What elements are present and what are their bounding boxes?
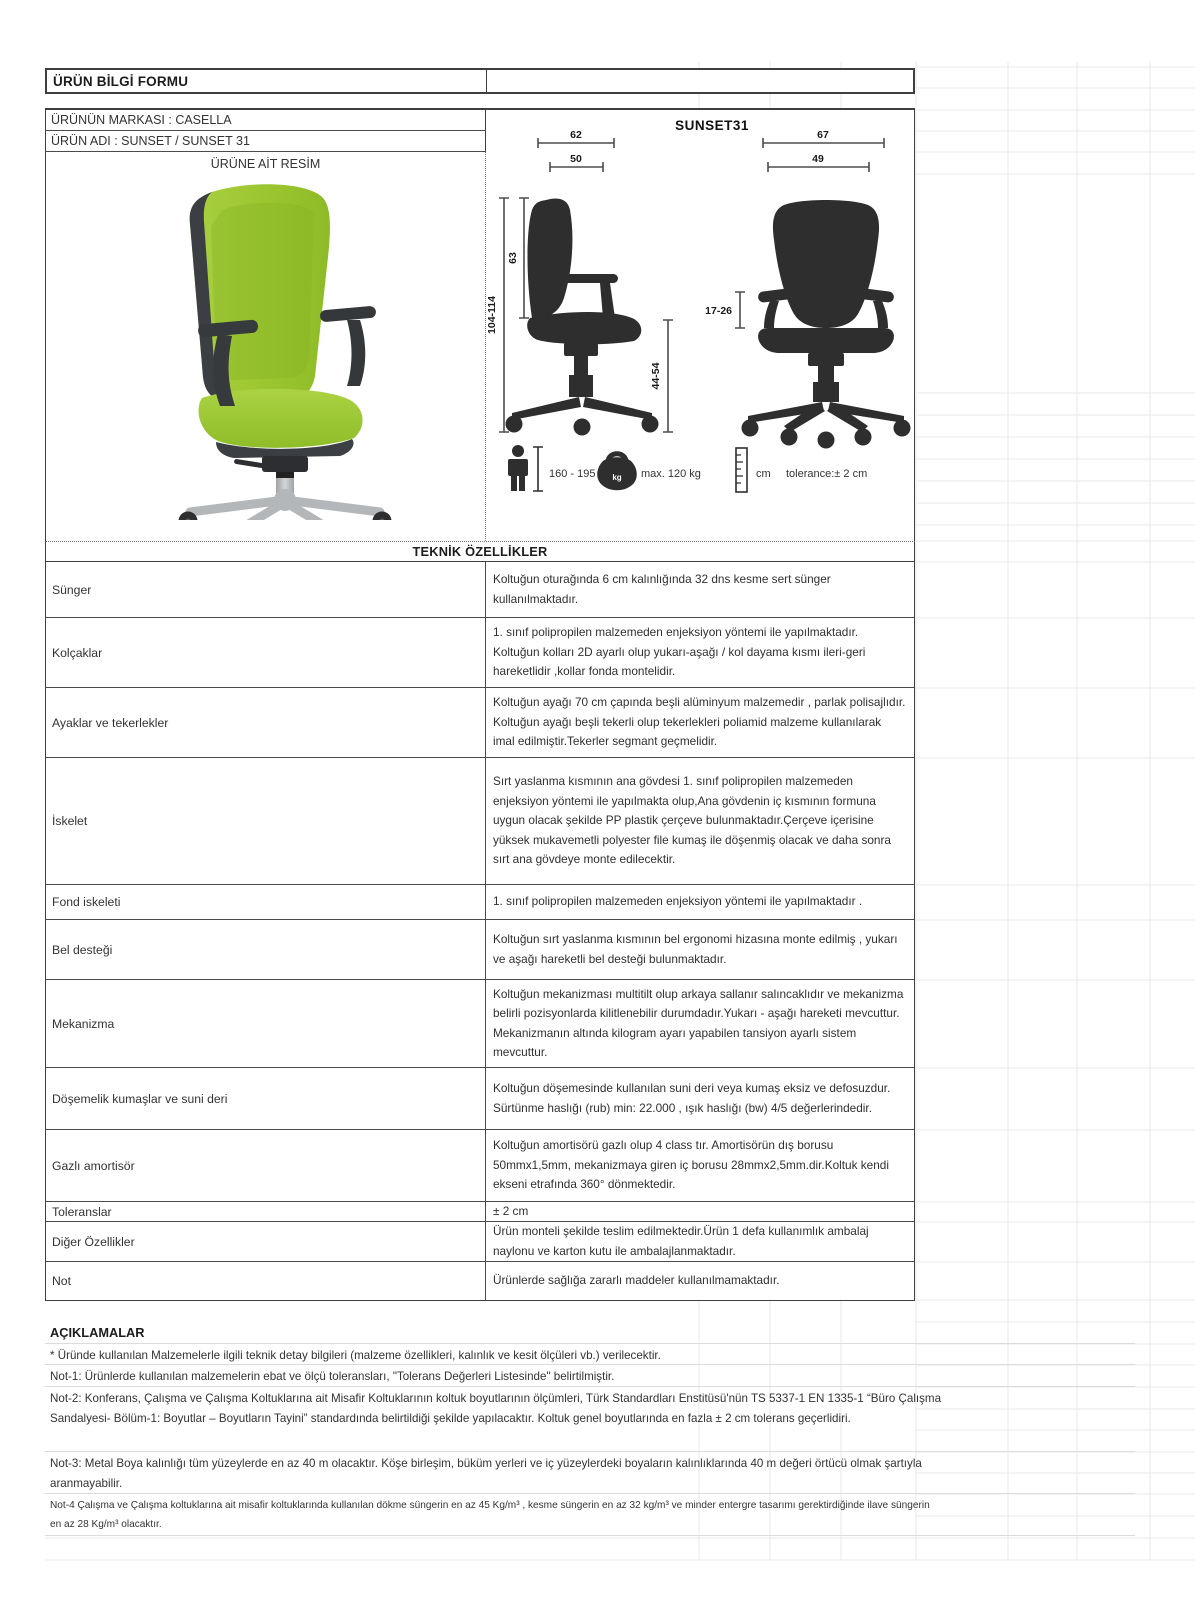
person-height-ruler — [533, 447, 543, 491]
form-title-cell — [45, 68, 915, 94]
table-row — [46, 758, 914, 885]
legend-max-weight: max. 120 kg — [641, 468, 701, 480]
table-row — [46, 618, 914, 688]
dim-line-armrest — [735, 292, 745, 328]
spec-label: Ayaklar ve tekerlekler — [46, 688, 486, 757]
chair-gas-lift-collar — [276, 472, 294, 478]
brand-cell: ÜRÜNÜN MARKASI : CASELLA — [45, 108, 486, 131]
chair-caster-axles — [185, 518, 384, 520]
table-row — [46, 980, 914, 1068]
chair-mechanism — [262, 456, 308, 472]
table-row — [46, 1068, 914, 1130]
spacer-row — [45, 94, 486, 108]
ruler-icon — [736, 448, 747, 492]
spec-label: Gazlı amortisör — [46, 1130, 486, 1201]
note-item — [45, 1387, 1135, 1452]
table-row — [46, 1262, 914, 1300]
spec-label: Toleranslar — [46, 1202, 486, 1221]
person-height-icon — [508, 445, 528, 491]
table-row — [46, 1222, 914, 1262]
dim-67: 67 — [817, 129, 829, 141]
chair-armrest-right — [320, 306, 377, 386]
dim-50: 50 — [570, 153, 582, 165]
note-text: * Üründe kullanılan Malzemelerle ilgili teknik detay bilgileri (malzeme özellikleri, kalınlık ve kesit ölçüleri vb.) verilecektir. — [50, 1349, 661, 1362]
dim-line-back-height — [519, 198, 529, 318]
note-text: Not-4 Çalışma ve Çalışma koltuklarına ait misafir koltuklarında kullanılan dökme süngerin en az 45 Kg/m³ , kesme süngerin en az 32 kg/m³ ve minder entergre tasarımı gerektirdiğinde ilave süngerin en az 28 Kg/m³ olacaktır. — [50, 1500, 930, 1530]
drawing-model-label: SUNSET31 — [675, 118, 749, 133]
note-item — [45, 1494, 1135, 1536]
drawing-legend — [508, 445, 867, 492]
product-image-cell — [45, 152, 486, 541]
product-name-cell: ÜRÜN ADI : SUNSET / SUNSET 31 — [45, 131, 486, 152]
spec-value: ± 2 cm — [492, 1203, 529, 1218]
spec-value: Koltuğun sırt yaslanma kısmının bel ergonomi hizasına monte edilmiş , yukarı ve aşağı hareketli bel desteği bulunmaktadır. — [492, 932, 898, 966]
form-title: ÜRÜN BİLGİ FORMU — [53, 73, 189, 89]
table-row — [46, 885, 914, 920]
table-row — [46, 1130, 914, 1202]
spec-label: Diğer Özellikler — [46, 1222, 486, 1261]
table-row — [46, 1202, 914, 1222]
table-row — [46, 920, 914, 980]
notes-header: AÇIKLAMALAR — [45, 1322, 1135, 1344]
table-row — [46, 562, 914, 618]
technical-drawing — [486, 110, 915, 540]
spec-value: 1. sınıf polipropilen malzemeden enjeksiyon yöntemi ile yapılmaktadır. Koltuğun kolları 2D ayarlı olup yukarı-aşağı / kol dayama kısmı ileri-geri hareketlidir ,kollar fonda montelidir. — [492, 625, 866, 679]
note-text: Not-3: Metal Boya kalınlığı tüm yüzeylerde en az 40 m olacaktır. Köşe birleşim, büküm yerleri ve iç yüzeylerdeki boyaların kalınlıklarında 40 m değeri örtücü olmak şartıyla aranmayabilir. — [50, 1457, 922, 1490]
spec-label: Döşemelik kumaşlar ve suni deri — [46, 1068, 486, 1129]
technical-drawing-cell — [486, 108, 915, 541]
note-item — [45, 1365, 1135, 1387]
spec-label: Fond iskeleti — [46, 885, 486, 919]
product-photo-chair — [124, 180, 454, 520]
specs-table — [45, 562, 915, 1301]
dim-seat-height: 44-54 — [650, 362, 662, 390]
spec-value: Koltuğun amortisörü gazlı olup 4 class tır. Amortisörün dış borusu 50mmx1,5mm, mekanizmaya giren iç borusu 28mmx2,5mm.dir.Koltuk kendi ekseni etrafında 360° dönmektedir. — [492, 1138, 889, 1192]
spec-value: Koltuğun ayağı 70 cm çapında beşli alüminyum malzemedir , parlak polisajlıdır. Koltuğun ayağı beşli tekerli olup tekerlekleri poliamid malzeme kullanılarak imal edilmiştir.Tekerler segmant geçmelidir. — [492, 695, 906, 749]
dim-62: 62 — [570, 129, 582, 141]
legend-unit: cm — [756, 468, 771, 480]
spec-value: Koltuğun döşemesinde kullanılan suni deri veya kumaş eksiz ve defosuzdur. Sürtünme haslığı (rub) min: 22.000 , ışık haslığı (bw) 4/5 değerlerindedir. — [492, 1081, 891, 1115]
dim-armrest-height: 17-26 — [705, 305, 732, 317]
dim-49: 49 — [812, 153, 824, 165]
spec-label: Not — [46, 1262, 486, 1300]
spec-value: Koltuğun mekanizması multitilt olup arkaya sallanır salıncaklıdır ve mekanizma belirli pozisyonlarda kilitlenebilir durumdadır.Yukarı - aşağı hareketi mevcuttur. Mekanizmanın altında kilogram ayarı yapabilen tansiyon ayarlı sistem mevcuttur. — [492, 986, 904, 1059]
spec-value: Ürünlerde sağlığa zararlı maddeler kullanılmamaktadır. — [492, 1273, 780, 1288]
spec-label: Bel desteği — [46, 920, 486, 979]
table-row — [46, 688, 914, 758]
spec-value: 1. sınıf polipropilen malzemeden enjeksiyon yöntemi ile yapılmaktadır . — [492, 894, 863, 909]
spec-label: Mekanizma — [46, 980, 486, 1067]
dim-back-height: 63 — [507, 252, 519, 264]
chair-lever — [234, 459, 264, 469]
spec-label: Sünger — [46, 562, 486, 617]
note-item — [45, 1452, 1135, 1494]
image-caption: ÜRÜNE AİT RESİM — [210, 157, 321, 171]
spec-value: Sırt yaslanma kısmının ana gövdesi 1. sınıf polipropilen malzemeden enjeksiyon yöntemi ile yapılmakta olup,Ana gövdenin iç kısmının formuna uygun olacak şekilde PP plastik çerçeve bulunmaktadır.Çerçeve içerisine yüksek mukavemetli polyester file kumaş ile döşenmiş olacak ve daha sonra sırt ana gövdeye monte edilecektir. — [492, 774, 891, 867]
dim-total-height: 104-114 — [486, 296, 498, 334]
note-text: Not-1: Ürünlerde kullanılan malzemelerin ebat ve ölçü toleransları, "Tolerans Değerleri Listesinde" belirtilmiştir. — [50, 1370, 615, 1383]
weight-icon — [597, 454, 637, 491]
legend-tolerance: tolerance:± 2 cm — [786, 468, 868, 480]
spec-label: Kolçaklar — [46, 618, 486, 687]
note-item — [45, 1344, 1135, 1365]
title-cell-divider — [486, 69, 487, 93]
spec-value: Ürün monteli şekilde teslim edilmektedir.Ürün 1 defa kullanımlık ambalaj naylonu ve karton kutu ile ambalajlanmaktadır. — [492, 1224, 869, 1258]
legend-weight-unit: kg — [612, 473, 622, 482]
dim-line-seat-height — [663, 320, 673, 432]
dim-line-total-height — [499, 198, 509, 432]
note-text: Not-2: Konferans, Çalışma ve Çalışma Koltuklarına ait Misafir Koltuklarının koltuk boyutlarının ölçümleri, Türk Standardları Enstitüsü'nün TS 5337-1 EN 1335-1 “Büro Çalışma Sandalyesi- Bölüm-1: Boyutlar – Boyutların Tayini” standardında belirtildiği şekilde yapılacaktır. Koltuk genel boyutlarında en fazla ± 2 cm tolerans geçerlidiri. — [50, 1392, 942, 1425]
legend-user-height: 160 - 195 — [549, 468, 596, 480]
spec-value: Koltuğun oturağında 6 cm kalınlığında 32 dns kesme sert sünger kullanılmaktadır. — [492, 572, 831, 606]
chair-front-view — [742, 200, 911, 449]
chair-side-view — [506, 198, 659, 435]
specs-header: TEKNİK ÖZELLİKLER — [45, 541, 915, 562]
chair-base-hub — [274, 489, 296, 511]
spec-label: İskelet — [46, 758, 486, 884]
